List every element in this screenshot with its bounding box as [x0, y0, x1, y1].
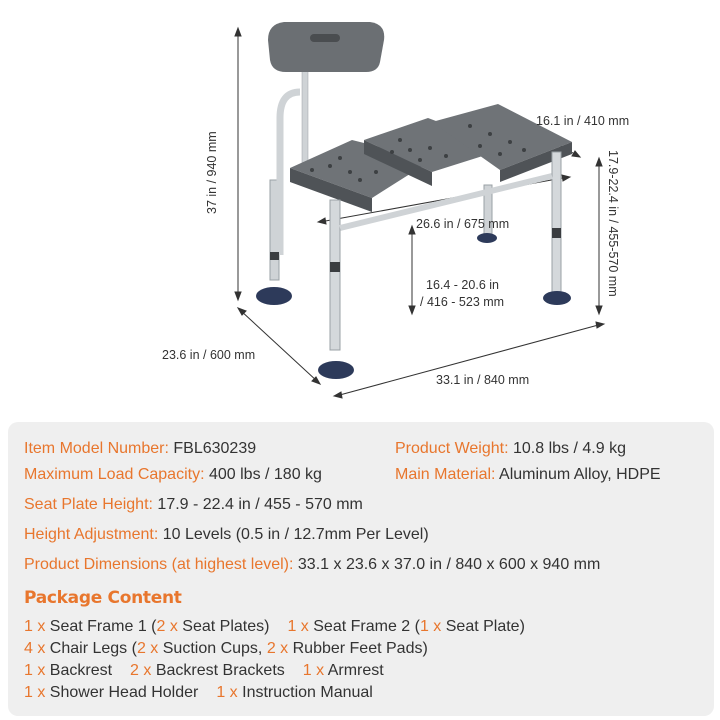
- package-line: [24, 684, 373, 702]
- package-quantity: 2 x: [136, 640, 163, 657]
- spec-dimensions: [24, 556, 600, 574]
- bench-illustration: [256, 22, 572, 379]
- spec-weight: [395, 440, 626, 458]
- seat-width-label: 26.6 in / 675 mm: [416, 217, 510, 231]
- package-quantity: 1 x: [419, 618, 446, 635]
- spec-adjustment-value: 10 Levels (0.5 in / 12.7mm Per Level): [162, 526, 429, 543]
- package-item: Seat Plates): [182, 618, 270, 635]
- package-item: Instruction Manual: [242, 684, 373, 701]
- spec-load-label: Maximum Load Capacity:: [24, 466, 205, 483]
- dimension-lines: [235, 28, 604, 398]
- package-item: Seat Frame 2 (: [313, 618, 420, 635]
- package-line: [24, 662, 384, 680]
- package-quantity: 4 x: [24, 640, 50, 657]
- spec-material-label: Main Material:: [395, 466, 496, 483]
- base-depth-label: 23.6 in / 600 mm: [162, 348, 256, 362]
- package-item: Shower Head Holder: [49, 684, 199, 701]
- package-item: Backrest Brackets: [155, 662, 285, 679]
- package-quantity: 2 x: [156, 618, 183, 635]
- spec-adjustment: [24, 526, 429, 544]
- package-quantity: 1 x: [24, 684, 50, 701]
- base-width-label: 33.1 in / 840 mm: [436, 373, 530, 387]
- package-quantity: 1 x: [24, 618, 50, 635]
- spec-seat-height-label: Seat Plate Height:: [24, 496, 153, 513]
- package-quantity: 2 x: [266, 640, 293, 657]
- seat-height-label: 17.9-22.4 in / 455-570 mm: [606, 150, 620, 297]
- total-height-label: 37 in / 940 mm: [205, 131, 219, 214]
- spec-load-value: 400 lbs / 180 kg: [208, 466, 322, 483]
- spec-weight-label: Product Weight:: [395, 440, 509, 457]
- leg-clearance-in-label: 16.4 - 20.6 in: [426, 278, 499, 292]
- spec-seat-height-value: 17.9 - 22.4 in / 455 - 570 mm: [157, 496, 363, 513]
- spec-dimensions-label: Product Dimensions (at highest level):: [24, 556, 294, 573]
- package-item: Armrest: [327, 662, 384, 679]
- package-content-title: Package Content: [24, 588, 182, 608]
- leg-clearance-mm-label: / 416 - 523 mm: [420, 295, 505, 309]
- package-item: Suction Cups,: [162, 640, 263, 657]
- spec-seat-height: [24, 496, 363, 514]
- spec-model-value: FBL630239: [173, 440, 257, 457]
- spec-material: [395, 466, 661, 484]
- package-item: Seat Plate): [445, 618, 525, 635]
- package-item: Rubber Feet Pads): [292, 640, 428, 657]
- spec-model: [24, 440, 256, 458]
- package-quantity: 1 x: [302, 662, 328, 679]
- spec-dimensions-value: 33.1 x 23.6 x 37.0 in / 840 x 600 x 940 mm: [297, 556, 601, 573]
- spec-adjustment-label: Height Adjustment:: [24, 526, 159, 543]
- package-line: [24, 640, 428, 658]
- package-item: Seat Frame 1 (: [49, 618, 157, 635]
- package-item: Chair Legs (: [49, 640, 137, 657]
- specifications-panel: [8, 422, 714, 716]
- package-item: Backrest: [49, 662, 113, 679]
- package-quantity: 1 x: [216, 684, 243, 701]
- spec-model-label: Item Model Number:: [24, 440, 169, 457]
- package-quantity: 1 x: [287, 618, 314, 635]
- package-quantity: 2 x: [130, 662, 156, 679]
- spec-weight-value: 10.8 lbs / 4.9 kg: [513, 440, 626, 457]
- spec-material-value: Aluminum Alloy, HDPE: [499, 466, 661, 483]
- package-line: [24, 618, 525, 636]
- package-quantity: 1 x: [24, 662, 50, 679]
- spec-load: [24, 466, 322, 484]
- seat-depth-label: 16.1 in / 410 mm: [536, 114, 630, 128]
